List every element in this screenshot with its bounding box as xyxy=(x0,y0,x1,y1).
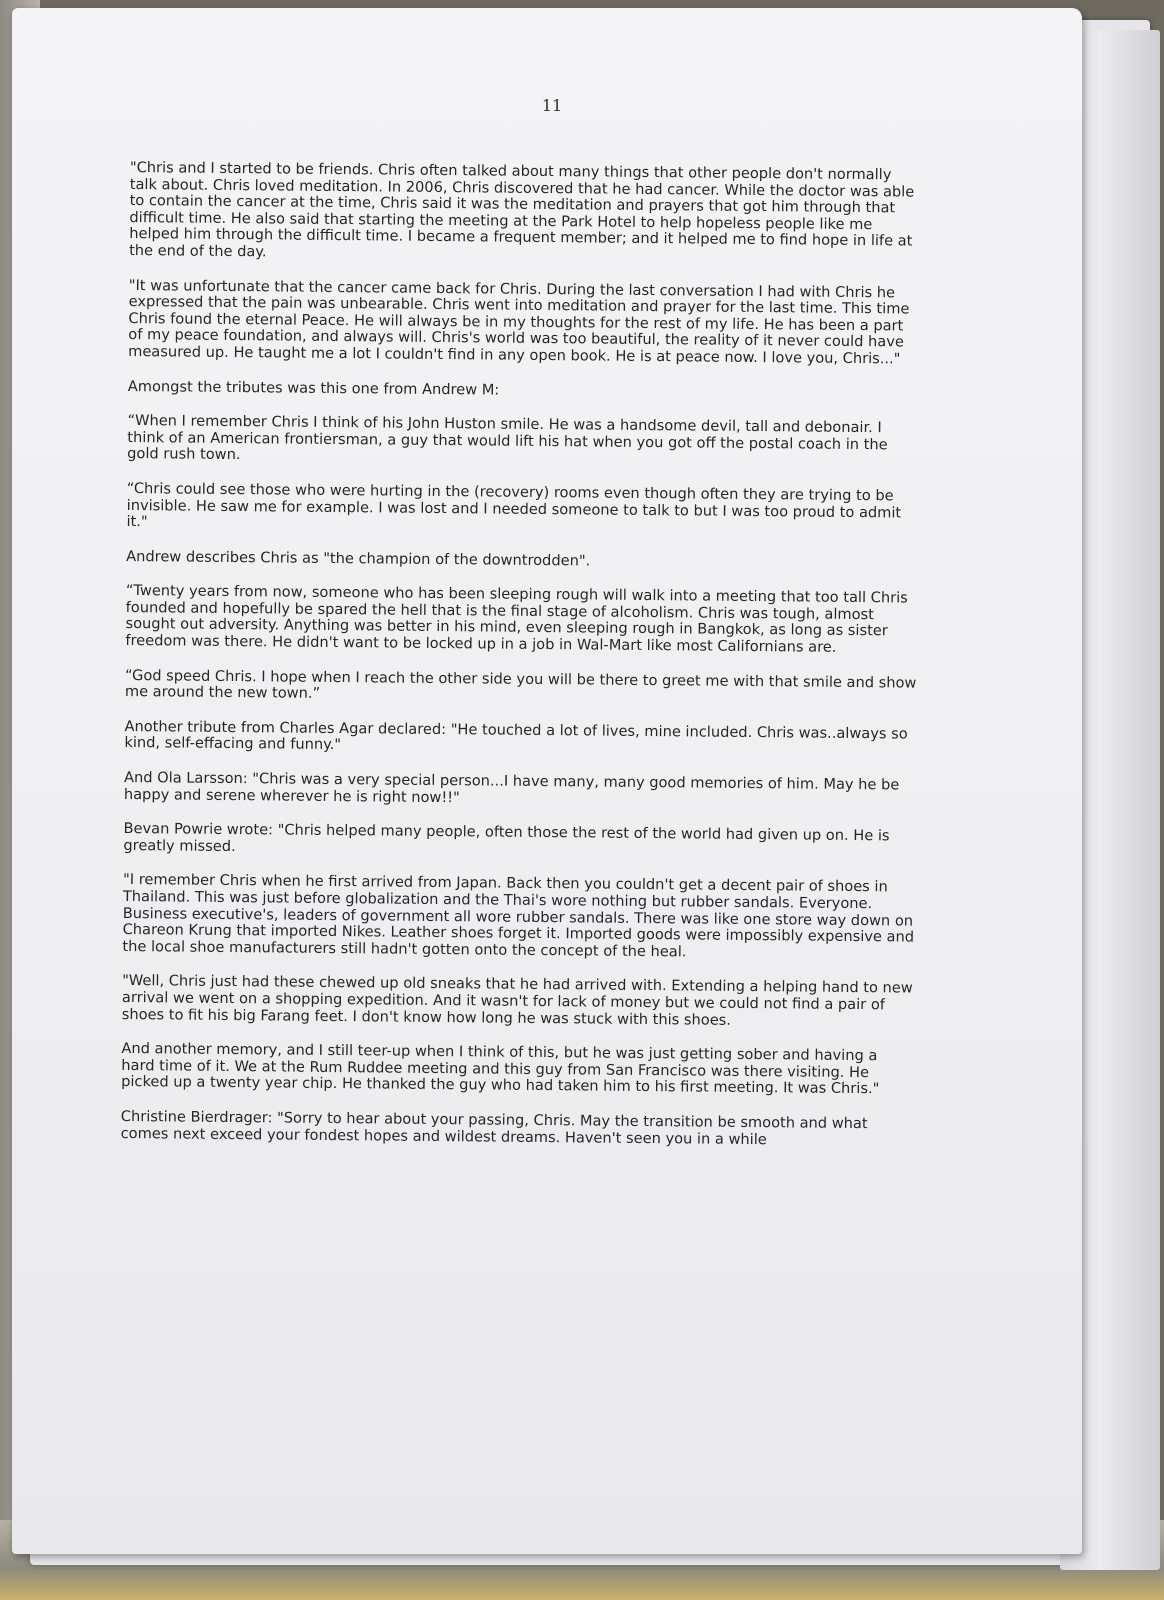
body-text xyxy=(120,160,922,1168)
paragraph: And Ola Larsson: "Chris was a very special person...I have many, many good memories of him. May he be happy and serene wherever he is right now!!" xyxy=(123,769,900,806)
paragraph: “When I remember Chris I think of his John Huston smile. He was a handsome devil, tall and debonair. I think of an American frontiersman, a guy that would lift his hat when you got off the postal coach in the gold rush town. xyxy=(127,412,888,464)
paragraph: And another memory, and I still teer-up when I think of this, but he was just getting sober and having a hard time of it. We at the Rum Ruddee meeting and this guy from San Francisco was there visiting. He picked up a twenty year chip. He thanked the guy who had taken him to his first meeting. It was Chris." xyxy=(121,1040,880,1098)
paragraph: "It was unfortunate that the cancer came back for Chris. During the last conversation I had with Chris he expressed that the pain was unbearable. Chris went into meditation and prayer for the last time. This time Chris found the eternal Peace. He will always be in my thoughts for the rest of my life. He has been a part of my peace foundation, and always will. Chris's world was too beautiful, the reality of it never could have measured up. He taught me a lot I couldn't find in any open book. He is at peace now. I love you, Chris..." xyxy=(128,276,910,368)
paragraph: "I remember Chris when he first arrived from Japan. Back then you couldn't get a decent pair of shoes in Thailand. This was just before globalization and the Thai's wore nothing but rubber sandals. Everyone. Business executive's, leaders of government all wore rubber sandals. There was like one store way down on Chareon Krung that imported Nikes. Leather shoes forget it. Imported goods were impossibly expensive and the local shoe manufacturers still hadn't gotten onto the concept of the heal. xyxy=(122,871,915,961)
paragraph: “God speed Chris. I hope when I reach the other side you will be there to greet me with that smile and show me around the new town.” xyxy=(124,666,917,703)
paragraph: Amongst the tributes was this one from Andrew M: xyxy=(127,377,500,399)
paragraph: “Twenty years from now, someone who has been sleeping rough will walk into a meeting that too tall Chris founded and hopefully be spared the hell that is the final stage of alcoholism. Chris was tough, almost sought out adversity. Anything was better in his mind, even sleeping rough in Bangkok, as long as sister freedom was there. He didn't want to be locked up in a job in Wal-Mart like most Californians are. xyxy=(125,582,908,656)
page-number: 11 xyxy=(541,96,563,115)
paragraph: "Well, Chris just had these chewed up old sneaks that he had arrived with. Extending a helping hand to new arrival we went on a shopping expedition. And it wasn't for lack of money but we could not find a pair of shoes to fit his big Farang feet. I don't know how long he was stuck with this shoes. xyxy=(121,972,913,1029)
paragraph: Bevan Powrie wrote: "Chris helped many people, often those the rest of the world had given up on. He is greatly missed. xyxy=(123,820,890,855)
paragraph: Another tribute from Charles Agar declared: "He touched a lot of lives, mine included. Chris was..always so kind, self-effacing and funny." xyxy=(124,717,908,754)
paragraph: Andrew describes Chris as "the champion of the downtrodden". xyxy=(126,547,591,570)
paragraph: “Chris could see those who were hurting in the (recovery) rooms even though often they are trying to be invisible. He saw me for example. I was lost and I needed someone to talk to but I was too proud to admit it." xyxy=(126,479,902,531)
document-page xyxy=(12,8,1082,1554)
paragraph: "Chris and I started to be friends. Chris often talked about many things that other people don't normally talk about. Chris loved meditation. In 2006, Chris discovered that he had cancer. While the doctor was able to contain the cancer at the time, Chris said it was the meditation and prayers that got him through that difficult time. He also said that starting the meeting at the Park Hotel to help hopeless people like me helped him through the difficult time. I became a frequent member; and it helped me to find hope in life at the end of the day. xyxy=(129,159,915,261)
paragraph: Christine Bierdrager: "Sorry to hear about your passing, Chris. May the transition be smooth and what comes next exceed your fondest hopes and wildest dreams. Haven't seen you in a while xyxy=(120,1107,868,1148)
